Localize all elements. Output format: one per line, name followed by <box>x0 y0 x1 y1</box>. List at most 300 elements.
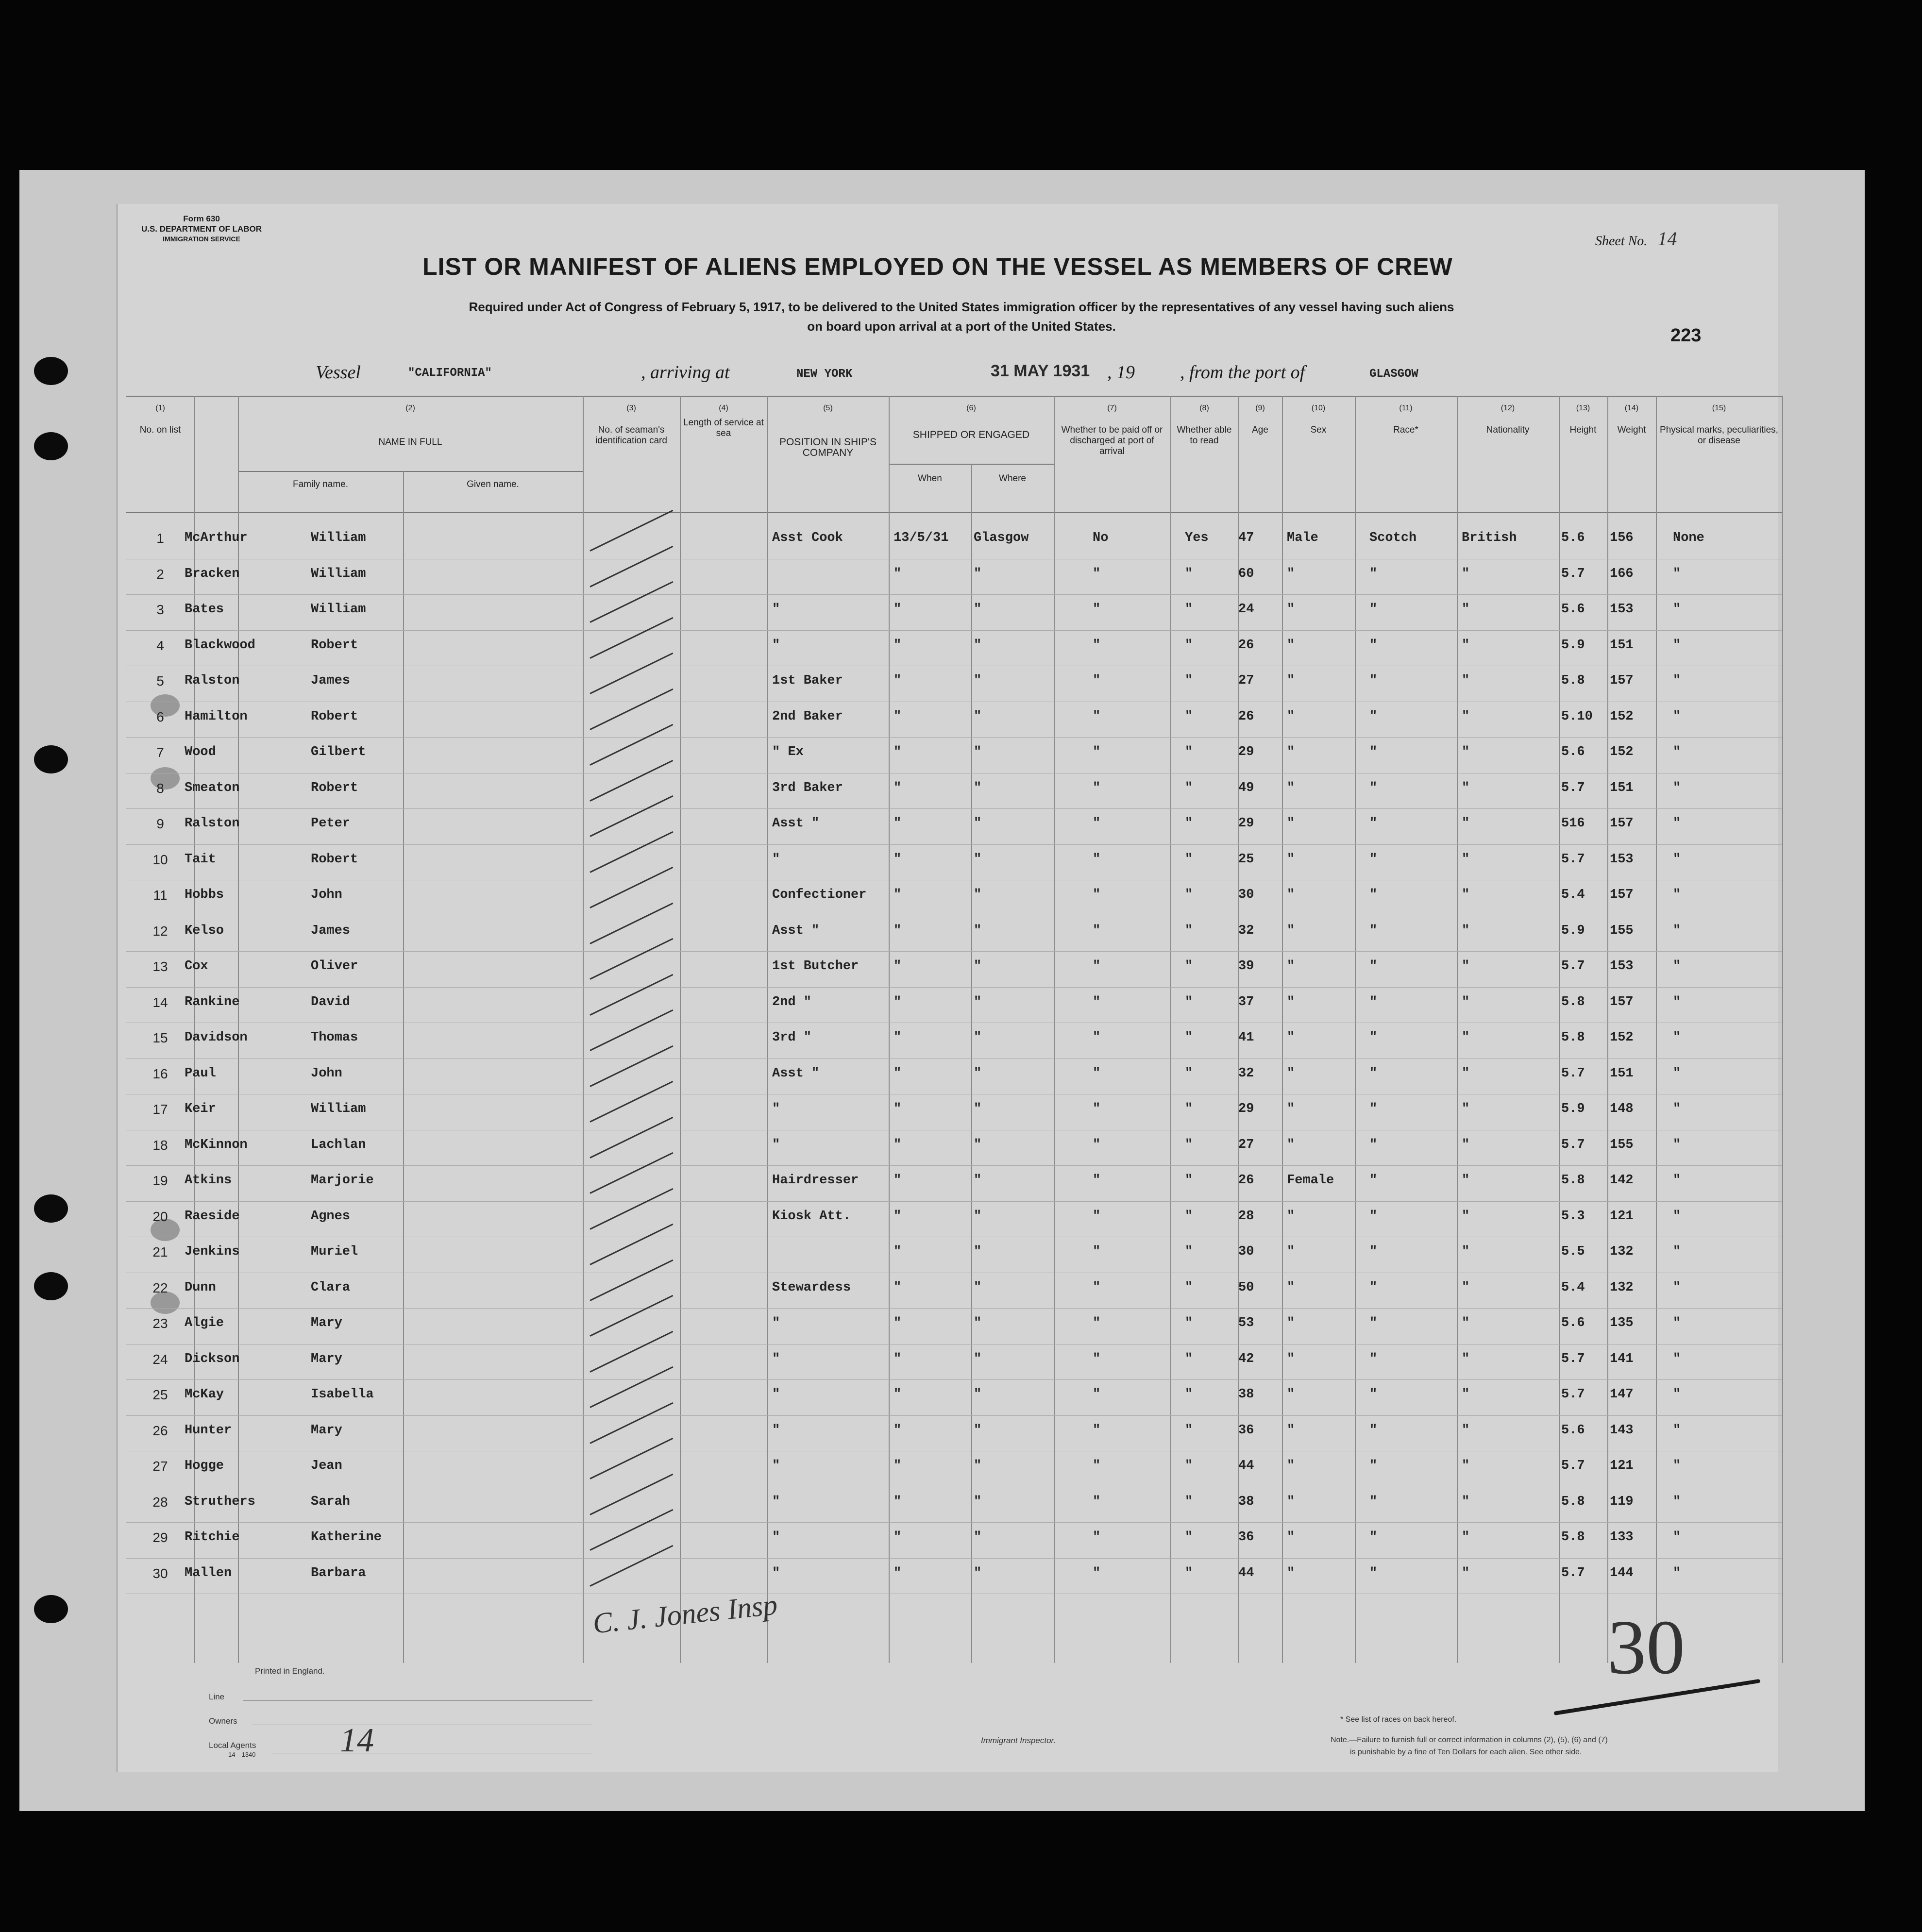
cell-family: Paul <box>185 1066 216 1081</box>
cell-given: John <box>311 1066 342 1081</box>
cell-where: " <box>974 1530 982 1545</box>
checkmark-icon <box>590 974 673 1015</box>
cell-where: " <box>974 994 982 1009</box>
cell-age: 30 <box>1238 888 1254 902</box>
cell-family: Tait <box>185 852 216 867</box>
cell-position: 1st Baker <box>772 673 843 688</box>
cell-family: Dunn <box>185 1280 216 1295</box>
cell-age: 30 <box>1238 1244 1254 1259</box>
cell-weight: 121 <box>1610 1459 1634 1473</box>
cell-family: McArthur <box>185 531 248 545</box>
table-row <box>126 1058 1782 1059</box>
cell-where: " <box>974 959 982 974</box>
cell-weight: 155 <box>1610 923 1634 938</box>
cell-paid: " <box>1093 1066 1101 1081</box>
cell-family: Smeaton <box>185 780 240 795</box>
cell-read: " <box>1185 816 1193 831</box>
cell-nat: " <box>1462 816 1470 831</box>
cell-age: 32 <box>1238 1066 1254 1081</box>
cell-race: " <box>1369 673 1378 688</box>
cell-weight: 156 <box>1610 531 1634 545</box>
sheet-number-value: 14 <box>1657 228 1677 250</box>
checkmark-icon <box>590 1224 673 1265</box>
cell-marks: " <box>1673 1137 1681 1152</box>
cell-no: 29 <box>152 1530 168 1545</box>
cell-nat: " <box>1462 1494 1470 1509</box>
cell-position: " <box>772 638 780 653</box>
cell-age: 53 <box>1238 1316 1254 1330</box>
cell-family: Ralston <box>185 816 240 831</box>
cell-marks: " <box>1673 994 1681 1009</box>
cell-height: 5.6 <box>1561 1423 1585 1438</box>
cell-where: " <box>974 816 982 831</box>
cell-race: " <box>1369 852 1378 867</box>
year-label: , 19 <box>1107 362 1135 383</box>
cell-where: " <box>974 566 982 581</box>
cell-sex: " <box>1287 1530 1295 1545</box>
cell-no: 26 <box>152 1423 168 1438</box>
cell-position: " <box>772 1423 780 1438</box>
cell-position: Kiosk Att. <box>772 1209 851 1224</box>
cell-read: " <box>1185 1565 1193 1580</box>
cell-where: " <box>974 1423 982 1438</box>
cell-sex: " <box>1287 923 1295 938</box>
cell-given: William <box>311 566 366 581</box>
cell-marks: " <box>1673 709 1681 724</box>
cell-paid: " <box>1093 1530 1101 1545</box>
table-row <box>126 1558 1782 1559</box>
column-header: Sex <box>1310 425 1327 435</box>
cell-given: Barbara <box>311 1565 366 1580</box>
cell-when: " <box>894 923 902 938</box>
cell-race: " <box>1369 1173 1378 1188</box>
checkmark-icon <box>590 795 673 837</box>
column-header: SHIPPED OR ENGAGED <box>912 429 1030 440</box>
cell-when: " <box>894 994 902 1009</box>
column-divider <box>1355 396 1356 1663</box>
column-number: (5) <box>823 404 833 412</box>
cell-given: Katherine <box>311 1530 382 1545</box>
cell-where: " <box>974 673 982 688</box>
cell-when: " <box>894 638 902 653</box>
column-header: Length of service at sea <box>683 418 764 438</box>
cell-race: " <box>1369 1102 1378 1116</box>
cell-marks: " <box>1673 1459 1681 1473</box>
cell-when: " <box>894 1316 902 1330</box>
column-number: (6) <box>966 404 976 412</box>
printed-note: Printed in England. <box>255 1666 325 1676</box>
table-row <box>126 1522 1782 1523</box>
cell-family: Rankine <box>185 994 240 1009</box>
cell-nat: " <box>1462 1209 1470 1224</box>
checkmark-icon <box>590 1259 673 1301</box>
cell-when: " <box>894 1387 902 1402</box>
cell-family: Dickson <box>185 1351 240 1366</box>
cell-age: 25 <box>1238 852 1254 867</box>
cell-height: 5.8 <box>1561 1530 1585 1545</box>
cell-no: 1 <box>156 531 164 546</box>
cell-position: Stewardess <box>772 1280 851 1295</box>
cell-marks: " <box>1673 602 1681 617</box>
cell-when: " <box>894 1137 902 1152</box>
cell-where: " <box>974 1209 982 1224</box>
cell-marks: " <box>1673 1173 1681 1188</box>
table-row <box>126 987 1782 988</box>
cell-read: " <box>1185 780 1193 795</box>
cell-read: " <box>1185 888 1193 902</box>
checkmark-icon <box>590 1045 673 1087</box>
cell-nat: " <box>1462 1102 1470 1116</box>
cell-weight: 157 <box>1610 994 1634 1009</box>
cell-nat: " <box>1462 923 1470 938</box>
cell-where: " <box>974 852 982 867</box>
cell-paid: " <box>1093 1459 1101 1473</box>
cell-nat: " <box>1462 566 1470 581</box>
cell-given: Mary <box>311 1351 342 1366</box>
cell-race: " <box>1369 745 1378 759</box>
cell-read: " <box>1185 1494 1193 1509</box>
cell-weight: 151 <box>1610 780 1634 795</box>
cell-family: Hobbs <box>185 888 224 902</box>
cell-given: Robert <box>311 709 358 724</box>
cell-when: " <box>894 673 902 688</box>
cell-read: " <box>1185 923 1193 938</box>
column-divider <box>1656 396 1657 1663</box>
cell-given: Agnes <box>311 1209 351 1224</box>
cell-marks: " <box>1673 1351 1681 1366</box>
cell-given: James <box>311 673 351 688</box>
cell-paid: " <box>1093 1244 1101 1259</box>
table-row <box>126 808 1782 809</box>
cell-paid: " <box>1093 816 1101 831</box>
cell-no: 30 <box>152 1565 168 1581</box>
cell-read: " <box>1185 709 1193 724</box>
column-divider <box>238 396 239 1663</box>
column-divider <box>1282 396 1283 1663</box>
checkmark-icon <box>590 1295 673 1337</box>
cell-height: 5.8 <box>1561 1030 1585 1045</box>
cell-paid: " <box>1093 709 1101 724</box>
cell-where: " <box>974 1351 982 1366</box>
cell-given: Mary <box>311 1316 342 1330</box>
column-divider <box>583 396 584 1663</box>
column-number: (4) <box>719 404 728 412</box>
cell-given: Oliver <box>311 959 358 974</box>
cell-when: " <box>894 852 902 867</box>
cell-nat: " <box>1462 1244 1470 1259</box>
cell-height: 5.9 <box>1561 1102 1585 1116</box>
checkmark-icon <box>590 902 673 944</box>
cell-paid: " <box>1093 1494 1101 1509</box>
cell-no: 11 <box>153 888 168 903</box>
cell-family: McKinnon <box>185 1137 248 1152</box>
cell-nat: " <box>1462 959 1470 974</box>
cell-read: " <box>1185 1209 1193 1224</box>
column-subheader: When <box>918 473 942 484</box>
cell-race: " <box>1369 1423 1378 1438</box>
cell-weight: 166 <box>1610 566 1634 581</box>
cell-when: " <box>894 1351 902 1366</box>
cell-position: " <box>772 852 780 867</box>
column-header: Nationality <box>1486 425 1530 435</box>
cell-marks: " <box>1673 1494 1681 1509</box>
checkmark-icon <box>590 1116 673 1158</box>
cell-marks: None <box>1673 531 1704 545</box>
cell-when: " <box>894 816 902 831</box>
cell-height: 5.7 <box>1561 1066 1585 1081</box>
cell-read: " <box>1185 1459 1193 1473</box>
cell-sex: " <box>1287 1280 1295 1295</box>
cell-sex: " <box>1287 1565 1295 1580</box>
cell-height: 516 <box>1561 816 1585 831</box>
cell-read: " <box>1185 1102 1193 1116</box>
cell-race: " <box>1369 1066 1378 1081</box>
cell-when: " <box>894 1244 902 1259</box>
cell-read: " <box>1185 1137 1193 1152</box>
cell-weight: 153 <box>1610 852 1634 867</box>
cell-sex: " <box>1287 709 1295 724</box>
column-header: Physical marks, peculiarities, or disease <box>1660 425 1778 446</box>
cell-age: 29 <box>1238 745 1254 759</box>
header-bottom-border <box>126 512 1782 513</box>
cell-height: 5.7 <box>1561 1137 1585 1152</box>
cell-when: 13/5/31 <box>894 531 949 545</box>
cell-paid: " <box>1093 602 1101 617</box>
cell-read: Yes <box>1185 531 1209 545</box>
agents-label: Local Agents <box>209 1741 256 1750</box>
cell-height: 5.8 <box>1561 673 1585 688</box>
cell-race: Scotch <box>1369 531 1417 545</box>
fine-note-line-2: is punishable by a fine of Ten Dollars for each alien. See other side. <box>1350 1748 1582 1756</box>
punch-hole <box>34 745 68 773</box>
cell-position: " <box>772 1137 780 1152</box>
cell-nat: " <box>1462 888 1470 902</box>
table-row <box>126 1201 1782 1202</box>
column-header: No. of seaman's identification card <box>595 425 667 446</box>
cell-position: Asst " <box>772 816 820 831</box>
cell-given: James <box>311 923 351 938</box>
agents-code: 14—1340 <box>228 1751 256 1758</box>
cell-when: " <box>894 1209 902 1224</box>
cell-position: 2nd Baker <box>772 709 843 724</box>
cell-sex: " <box>1287 994 1295 1009</box>
cell-where: " <box>974 602 982 617</box>
cell-read: " <box>1185 994 1193 1009</box>
cell-no: 21 <box>152 1244 168 1260</box>
cell-age: 47 <box>1238 531 1254 545</box>
cell-family: Raeside <box>185 1209 240 1224</box>
cell-age: 38 <box>1238 1494 1254 1509</box>
table-top-border <box>126 396 1782 397</box>
crew-table <box>126 396 1782 1663</box>
cell-read: " <box>1185 1423 1193 1438</box>
name-subheader-line <box>238 471 583 472</box>
cell-marks: " <box>1673 1209 1681 1224</box>
cell-height: 5.8 <box>1561 1494 1585 1509</box>
cell-age: 42 <box>1238 1351 1254 1366</box>
cell-paid: No <box>1093 531 1109 545</box>
cell-race: " <box>1369 1459 1378 1473</box>
cell-family: Kelso <box>185 923 224 938</box>
cell-paid: " <box>1093 566 1101 581</box>
cell-weight: 153 <box>1610 602 1634 617</box>
cell-height: 5.6 <box>1561 1316 1585 1330</box>
cell-weight: 155 <box>1610 1137 1634 1152</box>
cell-where: " <box>974 1102 982 1116</box>
cell-weight: 135 <box>1610 1316 1634 1330</box>
column-number: (1) <box>155 404 165 412</box>
cell-sex: " <box>1287 888 1295 902</box>
cell-read: " <box>1185 1351 1193 1366</box>
checkmark-icon <box>590 938 673 980</box>
cell-given: Jean <box>311 1459 342 1473</box>
cell-height: 5.9 <box>1561 923 1585 938</box>
cell-no: 5 <box>156 673 164 689</box>
cell-nat: " <box>1462 1030 1470 1045</box>
cell-position: 3rd Baker <box>772 780 843 795</box>
cell-family: Jenkins <box>185 1244 240 1259</box>
cell-when: " <box>894 1494 902 1509</box>
cell-given: Muriel <box>311 1244 358 1259</box>
column-subheader: Where <box>999 473 1026 484</box>
cell-when: " <box>894 1530 902 1545</box>
cell-height: 5.7 <box>1561 1351 1585 1366</box>
cell-race: " <box>1369 709 1378 724</box>
cell-given: John <box>311 888 342 902</box>
cell-when: " <box>894 888 902 902</box>
column-divider <box>1607 396 1608 1663</box>
cell-family: McKay <box>185 1387 224 1402</box>
cell-paid: " <box>1093 1423 1101 1438</box>
cell-nat: " <box>1462 745 1470 759</box>
cell-weight: 148 <box>1610 1102 1634 1116</box>
cell-age: 36 <box>1238 1530 1254 1545</box>
cell-paid: " <box>1093 745 1101 759</box>
cell-height: 5.9 <box>1561 638 1585 653</box>
table-row <box>126 844 1782 845</box>
cell-when: " <box>894 709 902 724</box>
cell-race: " <box>1369 566 1378 581</box>
checkmark-icon <box>590 1509 673 1551</box>
cell-when: " <box>894 602 902 617</box>
cell-given: William <box>311 1102 366 1116</box>
cell-when: " <box>894 780 902 795</box>
cell-family: Hamilton <box>185 709 248 724</box>
column-subheader: Given name. <box>467 479 519 489</box>
cell-height: 5.7 <box>1561 1459 1585 1473</box>
cell-when: " <box>894 566 902 581</box>
cell-no: 18 <box>152 1137 168 1153</box>
cell-position: " <box>772 1387 780 1402</box>
column-number: (14) <box>1624 404 1639 412</box>
checkmark-icon <box>590 1366 673 1408</box>
cell-weight: 142 <box>1610 1173 1634 1188</box>
cell-when: " <box>894 1066 902 1081</box>
cell-given: Mary <box>311 1423 342 1438</box>
cell-height: 5.7 <box>1561 1387 1585 1402</box>
cell-where: " <box>974 1280 982 1295</box>
cell-sex: " <box>1287 1351 1295 1366</box>
column-header: Whether able to read <box>1177 425 1232 446</box>
cell-marks: " <box>1673 1530 1681 1545</box>
cell-sex: " <box>1287 1102 1295 1116</box>
cell-position: " <box>772 1530 780 1545</box>
cell-paid: " <box>1093 959 1101 974</box>
cell-height: 5.6 <box>1561 531 1585 545</box>
checkmark-icon <box>590 1330 673 1372</box>
table-row <box>126 630 1782 631</box>
cell-where: " <box>974 888 982 902</box>
arrival-date-stamp: 31 MAY 1931 <box>991 362 1090 380</box>
cell-no: 13 <box>152 959 168 974</box>
service-name: IMMIGRATION SERVICE <box>163 235 240 243</box>
checkmark-icon <box>590 1081 673 1123</box>
cell-family: Bates <box>185 602 224 617</box>
cell-nat: " <box>1462 852 1470 867</box>
cell-race: " <box>1369 1530 1378 1545</box>
column-divider <box>889 396 890 1663</box>
cell-given: Robert <box>311 638 358 653</box>
cell-age: 32 <box>1238 923 1254 938</box>
column-header: NAME IN FULL <box>378 437 442 447</box>
cell-weight: 133 <box>1610 1530 1634 1545</box>
cell-position: " <box>772 602 780 617</box>
vessel-name: "CALIFORNIA" <box>408 367 492 380</box>
cell-weight: 141 <box>1610 1351 1634 1366</box>
cell-where: " <box>974 1565 982 1580</box>
cell-no: 25 <box>152 1387 168 1402</box>
cell-where: " <box>974 1137 982 1152</box>
cell-height: 5.7 <box>1561 780 1585 795</box>
cell-when: " <box>894 1423 902 1438</box>
cell-when: " <box>894 1173 902 1188</box>
cell-no: 9 <box>156 816 164 831</box>
cell-nat: " <box>1462 673 1470 688</box>
cell-height: 5.6 <box>1561 745 1585 759</box>
cell-position: 3rd " <box>772 1030 812 1045</box>
table-row <box>126 594 1782 595</box>
cell-weight: 121 <box>1610 1209 1634 1224</box>
cell-height: 5.8 <box>1561 994 1585 1009</box>
cell-no: 24 <box>152 1351 168 1367</box>
punch-hole <box>34 1595 68 1623</box>
cell-weight: 152 <box>1610 709 1634 724</box>
cell-race: " <box>1369 994 1378 1009</box>
total-handwritten: 30 <box>1607 1604 1685 1690</box>
cell-weight: 152 <box>1610 1030 1634 1045</box>
cell-given: Sarah <box>311 1494 351 1509</box>
form-number: Form 630 <box>183 214 220 223</box>
column-header: No. on list <box>139 425 181 435</box>
cell-paid: " <box>1093 780 1101 795</box>
cell-read: " <box>1185 959 1193 974</box>
cell-read: " <box>1185 1066 1193 1081</box>
cell-weight: 147 <box>1610 1387 1634 1402</box>
cell-position: 1st Butcher <box>772 959 859 974</box>
column-divider <box>1457 396 1458 1663</box>
cell-weight: 132 <box>1610 1244 1634 1259</box>
cell-paid: " <box>1093 994 1101 1009</box>
cell-marks: " <box>1673 959 1681 974</box>
cell-sex: " <box>1287 1459 1295 1473</box>
cell-given: Gilbert <box>311 745 366 759</box>
column-header: Height <box>1569 425 1597 435</box>
from-port: GLASGOW <box>1369 368 1418 381</box>
cell-race: " <box>1369 1030 1378 1045</box>
cell-height: 5.7 <box>1561 852 1585 867</box>
cell-marks: " <box>1673 673 1681 688</box>
punch-hole <box>34 1272 68 1300</box>
